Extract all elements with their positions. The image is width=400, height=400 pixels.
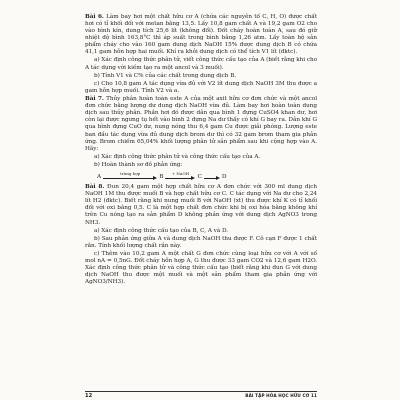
scheme-node-d: D [221, 173, 227, 180]
scheme-arrow-1-icon [103, 173, 157, 181]
problem-8-part-a: a) Xác định công thức cấu tạo của B, C, A và D. [94, 227, 229, 234]
page-content [85, 14, 317, 288]
problem-7-text: Thủy phân hoàn toàn este A của một axit hữu cơ đơn chức và một ancol đơn chức bằng lượng dư dung dịch NaOH vừa đủ. Làm bay hơi hoàn toàn dung dịch sau thủy phân. Phần hơi đó được dẫn qua bình 1 đựng CuSO4 khan dư, hơi còn lại được ngưng tụ hết vào bình 2 đựng Na dư thấy có khí G bay ra. Dẫn khí G qua bình đựng CuO dư, nung nóng thu 6,4 gam Cu được giải phóng. Lượng este ban đầu tác dụng vừa đủ dung dịch brom dư thì có 32 gam brom tham gia phản ứng. Brom chiếm 65,04% khối lượng phân tử sản phẩm sau khi cộng hợp vào A. Hãy: [85, 96, 317, 152]
running-title: BÀI TẬP HÓA HỌC HỮU CƠ 11 [245, 392, 317, 398]
scheme-node-a: A [97, 173, 102, 180]
problem-7-label: Bài 7. [85, 96, 104, 103]
scheme-condition-2: + NaOH [171, 171, 190, 177]
problem-6-label: Bài 6. [85, 14, 104, 20]
problem-8-part-b: b) Sau phản ứng giữa A và dung dịch NaOH thu được F. Cô cạn F được 1 chất rắn. Tính khối lượng chất rắn này. [85, 236, 317, 250]
problem-8-part-c: c) Thêm vào 10,2 gam A một chất G đơn chức cùng loại hữu cơ với A với số mol nA = 0,5nG. Đốt cháy hỗn hợp A, G thu được 33 gam CO2 và 12,6 gam H2O. Xác định công thức phân tử và công thức cấu tạo (biết rằng khi đun G với dung dịch NaOH thu được một muối và một sản phẩm tham gia phản ứng với AgNO3/NH3). [85, 251, 317, 286]
scheme-arrow-3-icon [204, 173, 220, 181]
scheme-arrow-2-icon [165, 173, 195, 181]
problem-6-part-c: c) Cho 10,8 gam A tác dụng vừa đủ với V2 lít dung dịch NaOH 3M thu được a gam hỗn hợp muối. Tính V2 và a. [85, 80, 317, 95]
page-number: 12 [85, 392, 93, 399]
problem-8-label: Bài 8. [85, 184, 105, 191]
scheme-condition-1: trùng hợp [120, 171, 141, 177]
problem-8-statement [85, 184, 317, 226]
problem-6-text: Làm bay hơi một chất hữu cơ A (chứa các nguyên tố C, H, O) được chất hơi có tỉ khối đối với metan bằng 13,5. Lấy 10,8 gam chất A và 19,2 gam O2 cho vào bình kín, dung tích 25,6 lít (không đổi). Đốt cháy hoàn toàn A, sau đó giữ nhiệt độ bình 163,8°C thì áp suất trong bình bằng 1,26 atm. Lấy toàn bộ sản phẩm cháy cho vào 160 gam dung dịch NaOH 15% được dung dịch B có chứa 41,1 gam hỗn hợp hai muối. Khí ra khỏi dung dịch có thể tích V1 lít (đktc). [85, 14, 318, 56]
problem-7-statement [85, 96, 317, 152]
problem-6-part-b: b) Tính V1 và C% của các chất trong dung dịch B. [94, 72, 237, 79]
problem-7-part-a: a) Xác định công thức phân tử và công thức cấu tạo của A. [94, 153, 261, 160]
scheme-node-b: B [159, 173, 164, 180]
scheme-node-c: C [197, 173, 202, 180]
page-footer [85, 391, 317, 400]
problem-6-part-a: a) Xác định công thức phân tử, viết công thức cấu tạo của A (biết rằng khi cho A tác dụng với kiềm tạo ra một ancol và 3 muối). [85, 57, 317, 71]
problem-7-part-b: b) Hoàn thành sơ đồ phản ứng: [94, 162, 183, 169]
problem-6-statement [85, 14, 317, 56]
reaction-scheme [97, 170, 317, 183]
problem-8-text: Đun 20,4 gam một hợp chất hữu cơ A đơn chức với 300 ml dung dịch NaOH 1M thu được muối B và hợp chất hữu cơ C. C tác dụng với Na dư cho 2,24 lít H2 (đktc). Biết rằng khi nung muối B với NaOH (xt) thu được khí K có tỉ khối đối với oxi bằng 0,5. C là một hợp chất đơn chức khi bị oxi hóa bằng không khí trên Cu nóng tạo ra sản phẩm D không phản ứng với dung dịch AgNO3 trong NH3. [85, 184, 317, 226]
